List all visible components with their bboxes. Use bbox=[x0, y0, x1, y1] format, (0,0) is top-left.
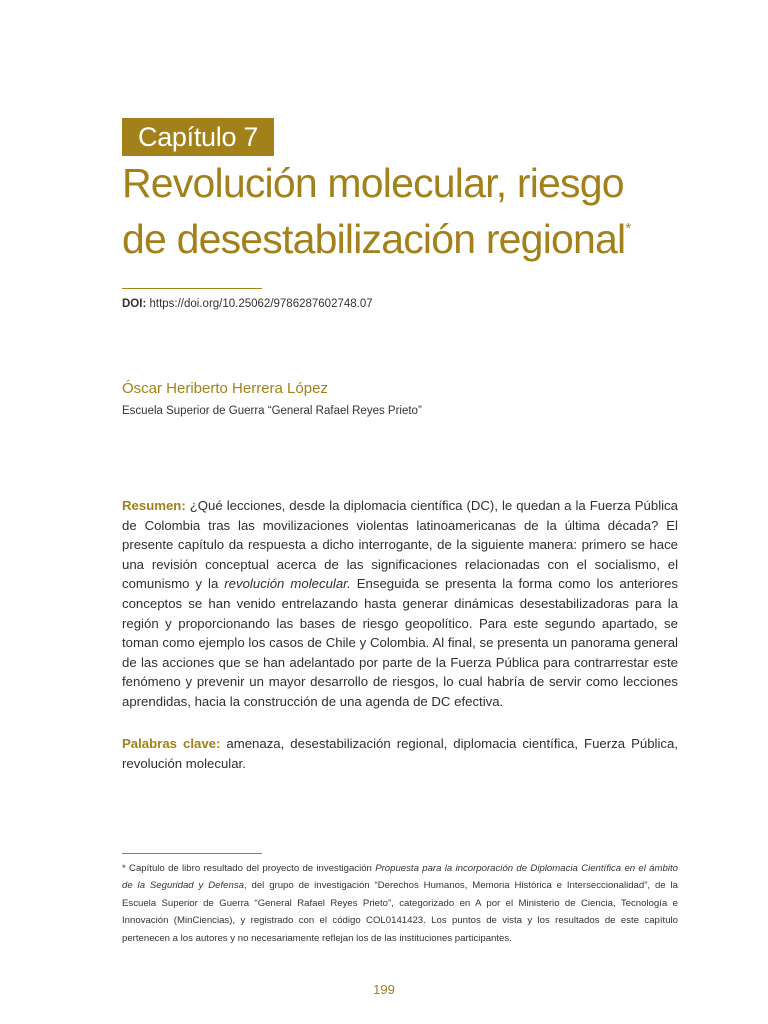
footnote bbox=[122, 860, 678, 947]
page-number: 199 bbox=[373, 982, 395, 997]
footnote-divider bbox=[122, 853, 262, 854]
author-affiliation: Escuela Superior de Guerra “General Rafael Reyes Prieto” bbox=[122, 405, 422, 417]
abstract-italic: revolución molecular. bbox=[224, 576, 351, 592]
footnote-prefix: * Capítulo de libro resultado del proyecto de investigación bbox=[122, 863, 376, 874]
abstract-paragraph bbox=[122, 496, 678, 712]
doi-label: DOI: bbox=[122, 298, 147, 310]
keywords-label: Palabras clave: bbox=[122, 736, 221, 751]
title-line-2 bbox=[122, 206, 722, 262]
doi-line bbox=[122, 298, 373, 310]
abstract-text-after: Enseguida se presenta la forma como los anteriores conceptos se han venido entrelazando hasta generar dinámicas desestabilizadoras para la región y proporcionando las bases de riesgo geopolítico. Para este segundo apartado, se toman como ejemplo los casos de Chile y Colombia. Al final, se presenta un panorama general de las acciones que se han adelantado por parte de la Fuerza Pública para contrarrestar este fenómeno y prevenir un mayor desarrollo de riesgos, lo cual habría de servir como lecciones aprendidas, hacia la construcción de una agenda de DC efectiva. bbox=[122, 576, 678, 709]
keywords-paragraph bbox=[122, 734, 678, 773]
doi-link[interactable]: https://doi.org/10.25062/9786287602748.07 bbox=[149, 298, 373, 310]
abstract-label: Resumen: bbox=[122, 498, 186, 513]
footnote-italic: Propuesta para la incorporación de Diplomacia Científica en el ámbito de la Seguridad y Defensa bbox=[122, 863, 678, 892]
chapter-badge: Capítulo 7 bbox=[122, 118, 274, 156]
title-footnote-mark: * bbox=[625, 220, 632, 237]
title-line-2-text: de desestabilización regional bbox=[122, 216, 626, 262]
keywords-text: amenaza, desestabilización regional, diplomacia científica, Fuerza Pública, revolución molecular. bbox=[122, 736, 678, 771]
title-line-1: Revolución molecular, riesgo bbox=[122, 160, 624, 206]
abstract-text-before: ¿Qué lecciones, desde la diplomacia científica (DC), le quedan a la Fuerza Pública de Colombia tras las movilizaciones violentas latinoamericanas de la última década? El presente capítulo da respuesta a dicho interrogante, de la siguiente manera: primero se hace una revisión conceptual acerca de las significaciones relacionadas con el socialismo, el comunismo y la bbox=[122, 498, 678, 592]
title-divider bbox=[122, 288, 262, 289]
footnote-suffix: , del grupo de investigación “Derechos Humanos, Memoria Histórica e Interseccionalidad”, de la Escuela Superior de Guerra “General Rafael Reyes Prieto”, categorizado en A por el Ministerio de Ciencia, Tecnología e Innovación (MinCiencias), y registrado con el código COL0141423. Los puntos de vista y los resultados de este capítulo pertenecen a los autores y no necesariamente reflejan los de las instituciones participantes. bbox=[122, 880, 678, 944]
chapter-title bbox=[122, 160, 722, 262]
author-name: Óscar Heriberto Herrera López bbox=[122, 380, 328, 397]
